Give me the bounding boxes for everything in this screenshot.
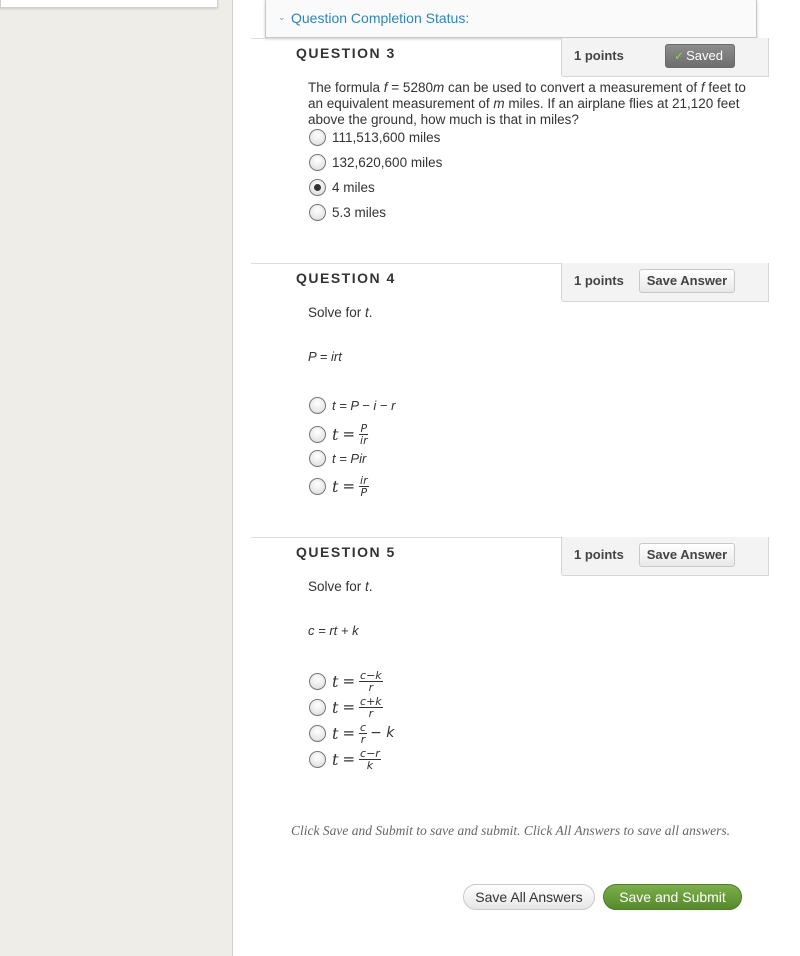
question-completion-status-link[interactable]: Question Completion Status: <box>291 10 470 26</box>
radio-button[interactable] <box>309 204 326 221</box>
question-prompt: The formula f = 5280m can be used to convert a measurement of f feet to an equivalent measurement of m miles. If an airplane flies at 21,120 feet above the ground, how much is that in miles? <box>308 80 746 127</box>
numerator: P <box>360 421 368 435</box>
option-lhs: t <box>332 749 339 769</box>
option-label: 4 miles <box>332 179 375 195</box>
numerator: c−r <box>360 746 380 760</box>
points-box <box>561 263 769 302</box>
radio-button[interactable] <box>309 478 326 495</box>
question-title: QUESTION 4 <box>296 270 396 286</box>
denominator: r <box>360 732 366 746</box>
denominator: k <box>366 758 374 772</box>
fraction <box>359 722 367 745</box>
fraction <box>359 696 383 719</box>
equals-sign: = <box>342 672 356 690</box>
points-box <box>561 537 769 576</box>
option-lhs: t <box>332 671 339 691</box>
question-title: QUESTION 5 <box>296 544 396 560</box>
points-box <box>561 38 769 77</box>
radio-button[interactable] <box>309 397 326 414</box>
points-label: 1 points <box>574 273 624 288</box>
denominator: ir <box>360 433 368 447</box>
equals-sign: = <box>342 698 356 716</box>
fraction <box>359 423 369 446</box>
numerator: c <box>360 720 367 734</box>
answer-option[interactable] <box>309 694 383 720</box>
radio-button[interactable] <box>309 699 326 716</box>
radio-button-selected[interactable] <box>309 179 326 196</box>
equation: c = rt + k <box>308 623 359 638</box>
radio-button[interactable] <box>309 725 326 742</box>
question-prompt: Solve for t. <box>308 305 373 320</box>
points-label: 1 points <box>574 48 624 63</box>
option-lhs: t <box>332 476 339 496</box>
equals-sign: = <box>342 425 356 443</box>
save-answer-button[interactable]: Save Answer <box>639 269 735 293</box>
equals-sign: = <box>342 477 356 495</box>
left-panel <box>0 0 218 8</box>
answer-option[interactable] <box>309 720 394 746</box>
fraction <box>359 475 369 498</box>
save-answer-button[interactable]: Save Answer <box>639 543 735 567</box>
option-tail: − k <box>370 725 395 741</box>
answer-option[interactable] <box>309 448 366 468</box>
answer-option[interactable] <box>309 395 395 415</box>
option-lhs: t <box>332 424 339 444</box>
assessment-content <box>232 0 800 956</box>
save-and-submit-button[interactable]: Save and Submit <box>603 884 742 910</box>
radio-button[interactable] <box>309 426 326 443</box>
answer-option-selected[interactable] <box>309 177 375 197</box>
denominator: r <box>368 706 374 720</box>
radio-button[interactable] <box>309 129 326 146</box>
denominator: r <box>368 680 374 694</box>
numerator: c+k <box>360 694 382 708</box>
submit-instructions: Click Save and Submit to save and submit. Click All Answers to save all answers. <box>291 823 730 838</box>
question-5 <box>251 537 769 807</box>
answer-option[interactable] <box>309 202 386 222</box>
option-label: t = P − i − r <box>332 397 396 413</box>
radio-button[interactable] <box>309 751 326 768</box>
question-prompt: Solve for t. <box>308 579 373 594</box>
option-label: 132,620,600 miles <box>332 154 443 170</box>
option-label: t = Pir <box>332 450 367 466</box>
answer-option[interactable] <box>309 421 369 447</box>
fraction <box>359 748 381 771</box>
option-lhs: t <box>332 697 339 717</box>
points-label: 1 points <box>574 547 624 562</box>
radio-button[interactable] <box>309 450 326 467</box>
saved-label: Saved <box>686 48 723 63</box>
equals-sign: = <box>342 750 356 768</box>
question-title: QUESTION 3 <box>296 45 396 61</box>
save-all-answers-button[interactable]: Save All Answers <box>463 884 595 910</box>
denominator: P <box>360 485 368 499</box>
answer-option[interactable] <box>309 668 383 694</box>
option-lhs: t <box>332 723 339 743</box>
question-3 <box>251 38 769 258</box>
answer-option[interactable] <box>309 473 369 499</box>
equals-sign: = <box>342 724 356 742</box>
equation: P = irt <box>308 349 342 364</box>
option-label: 111,513,600 miles <box>332 129 441 145</box>
question-completion-status[interactable] <box>265 0 757 38</box>
question-4 <box>251 263 769 533</box>
fraction <box>359 670 383 693</box>
radio-button[interactable] <box>309 154 326 171</box>
option-label: 5.3 miles <box>332 204 387 220</box>
saved-button[interactable] <box>665 44 735 68</box>
answer-option[interactable] <box>309 746 381 772</box>
numerator: ir <box>360 473 368 487</box>
numerator: c−k <box>360 668 382 682</box>
double-chevron-down-icon[interactable]: ⌄ <box>278 13 286 23</box>
radio-button[interactable] <box>309 673 326 690</box>
check-icon: ✓ <box>674 49 685 63</box>
answer-option[interactable] <box>309 127 440 147</box>
answer-option[interactable] <box>309 152 442 172</box>
